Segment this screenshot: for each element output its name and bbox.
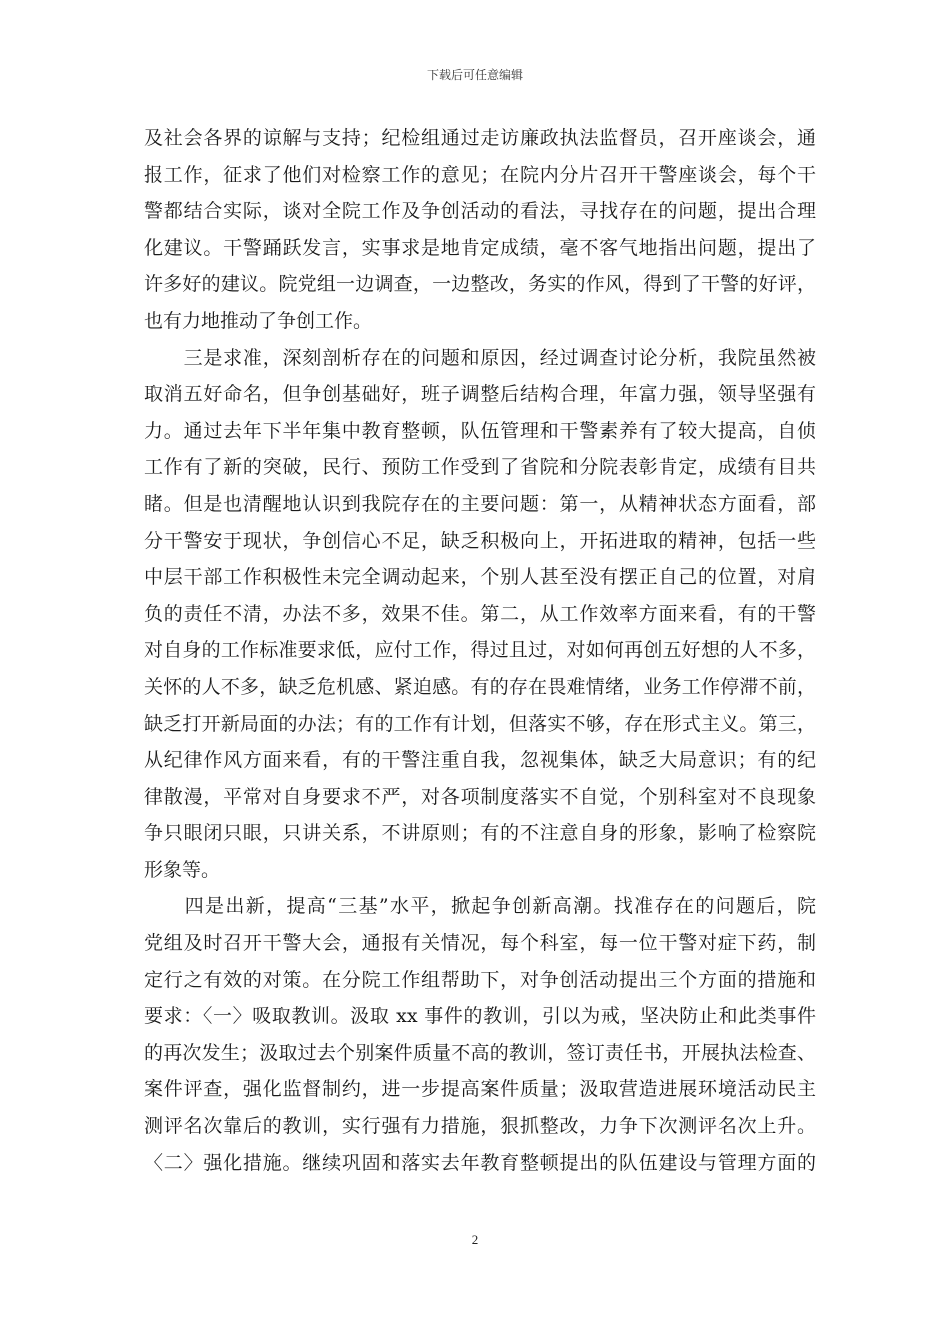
- text-line: 睹。但是也清醒地认识到我院存在的主要问题：第一，从精神状态方面看，部: [144, 492, 816, 515]
- text-line: 分干警安于现状，争创信心不足，缺乏积极向上，开拓进取的精神，包括一些: [144, 529, 816, 552]
- text-line: 形象等。: [144, 858, 221, 881]
- text-line: 报工作，征求了他们对检察工作的意见；在院内分片召开干警座谈会，每个干: [144, 163, 816, 186]
- text-line: 律散漫，平常对自身要求不严，对各项制度落实不自觉，个别科室对不良现象: [144, 785, 816, 808]
- text-line: 定行之有效的对策。在分院工作组帮助下，对争创活动提出三个方面的措施和: [144, 968, 816, 991]
- text-line: 四是出新，提高“三基”水平，掀起争创新高潮。找准存在的问题后，院: [144, 895, 816, 918]
- text-line: 及社会各界的谅解与支持；纪检组通过走访廉政执法监督员，召开座谈会，通: [144, 127, 816, 149]
- text-line: 要求：〈一〉吸取教训。汲取 xx 事件的教训，引以为戒，坚决防止和此类事件: [144, 1005, 816, 1028]
- text-line: 从纪律作风方面来看，有的干警注重自我，忽视集体，缺乏大局意识；有的纪: [144, 749, 816, 772]
- text-line: 也有力地推动了争创工作。: [144, 309, 373, 332]
- text-line: 案件评查，强化监督制约，进一步提高案件质量；汲取营造进展环境活动民主: [144, 1078, 816, 1101]
- text-line: 取消五好命名，但争创基础好，班子调整后结构合理，年富力强，领导坚强有: [144, 383, 816, 406]
- text-line: 许多好的建议。院党组一边调查，一边整改，务实的作风，得到了干警的好评，: [144, 273, 816, 296]
- text-line: 力。通过去年下半年集中教育整顿，队伍管理和干警素养有了较大提高，自侦: [144, 419, 816, 442]
- page-number: 2: [471, 1232, 479, 1247]
- text-line: 三是求准，深刻剖析存在的问题和原因，经过调查讨论分析，我院虽然被: [144, 346, 816, 369]
- text-line: 化建议。干警踊跃发言，实事求是地肯定成绩，毫不客气地指出问题，提出了: [144, 236, 816, 259]
- text-line: 的再次发生；汲取过去个别案件质量不高的教训，签订责任书，开展执法检查、: [144, 1041, 816, 1064]
- text-line: 争只眼闭只眼，只讲关系，不讲原则；有的不注意自身的形象，影响了检察院: [144, 822, 816, 845]
- text-line: 警都结合实际，谈对全院工作及争创活动的看法，寻找存在的问题，提出合理: [144, 200, 816, 223]
- text-line: 负的责任不清，办法不多，效果不佳。第二，从工作效率方面来看，有的干警: [144, 602, 816, 625]
- body-text: [144, 120, 816, 1181]
- text-line: 工作有了新的突破，民行、预防工作受到了省院和分院表彰肯定，成绩有目共: [144, 456, 816, 479]
- text-line: 中层干部工作积极性未完全调动起来，个别人甚至没有摆正自己的位置，对肩: [144, 566, 816, 589]
- page-header: 下载后可任意编辑: [426, 68, 523, 82]
- text-line: 关怀的人不多，缺乏危机感、紧迫感。有的存在畏难情绪，业务工作停滞不前，: [144, 675, 816, 698]
- text-line: 党组及时召开干警大会，通报有关情况，每个科室，每一位干警对症下药，制: [144, 932, 816, 955]
- text-line: 缺乏打开新局面的办法；有的工作有计划，但落实不够，存在形式主义。第三，: [144, 712, 816, 735]
- text-line: 〈二〉强化措施。继续巩固和落实去年教育整顿提出的队伍建设与管理方面的: [144, 1151, 816, 1174]
- text-line: 对自身的工作标准要求低，应付工作，得过且过，对如何再创五好想的人不多，: [144, 639, 816, 662]
- text-line: 测评名次靠后的教训，实行强有力措施，狠抓整改，力争下次测评名次上升。: [144, 1115, 816, 1138]
